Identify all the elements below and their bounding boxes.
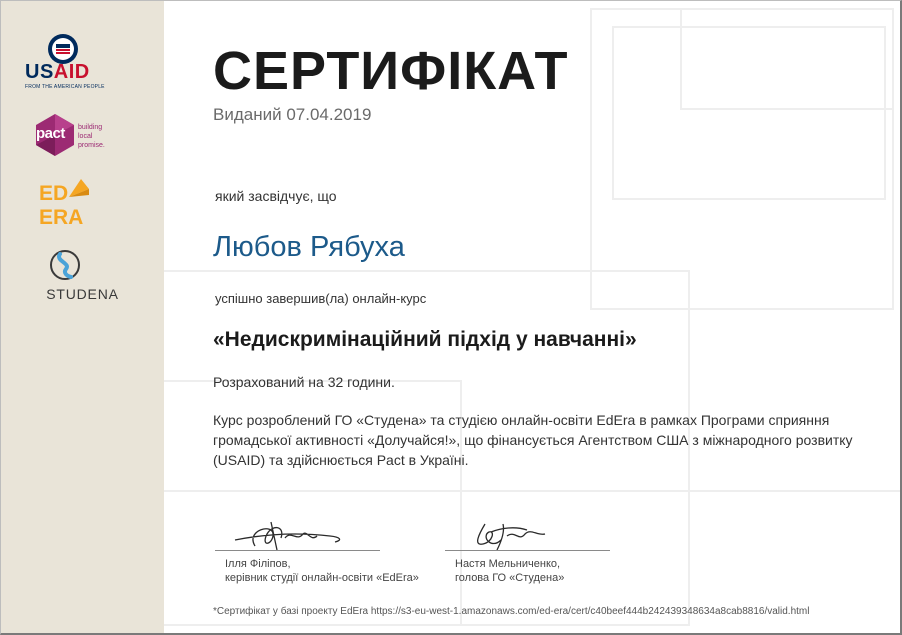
- studena-logo: [1, 249, 164, 307]
- edera-logo: [1, 179, 164, 229]
- signer-role: керівник студії онлайн-освіти «EdEra»: [225, 572, 419, 584]
- usaid-tagline: FROM THE AMERICAN PEOPLE: [25, 84, 105, 90]
- signer-name: Настя Мельниченко,: [455, 558, 561, 570]
- studena-river-icon: [49, 249, 81, 281]
- pact-tagline: building local promise.: [78, 124, 105, 149]
- edera-ed-text: ED: [39, 182, 69, 205]
- signature-line: [215, 550, 380, 551]
- course-title: «Недискримінаційний підхід у навчанні»: [213, 328, 637, 351]
- course-description: Курс розроблений ГО «Студена» та студією онлайн-освіти EdEra в рамках Програми сприяння громадської активності «Долучайся!», що фінансується Агентством США з міжнародного розвитку (USAID) та здійснюється Pact в Україні.: [213, 412, 853, 468]
- recipient-name: Любов Рябуха: [213, 231, 405, 263]
- edera-mark-icon: [39, 179, 99, 229]
- attests-text: який засвідчує, що: [215, 188, 337, 204]
- studena-wordmark: STUDENA: [46, 286, 119, 302]
- course-hours: Розрахований на 32 години.: [213, 374, 395, 390]
- pact-wordmark: pact: [36, 125, 65, 142]
- usaid-wordmark: USAID: [25, 61, 90, 83]
- certificate-title: СЕРТИФІКАТ: [213, 41, 569, 101]
- verification-footnote: *Сертифікат у базі проекту EdEra https://s3-eu-west-1.amazonaws.com/ed-era/cert/c40beef444b242439348634a8cab8816/valid.html: [213, 606, 810, 617]
- edera-era-text: ERA: [39, 206, 84, 229]
- usaid-logo: [1, 29, 164, 93]
- signature-line: [445, 550, 610, 551]
- signer-name: Ілля Філіпов,: [225, 558, 291, 570]
- logo-sidebar: [1, 1, 164, 634]
- signer-role: голова ГО «Студена»: [455, 572, 565, 584]
- signature-image: [215, 516, 385, 552]
- signature-image: [445, 516, 615, 552]
- issue-date: Виданий 07.04.2019: [213, 105, 372, 124]
- completed-text: успішно завершив(ла) онлайн-курс: [215, 291, 427, 306]
- pact-logo: [1, 113, 164, 163]
